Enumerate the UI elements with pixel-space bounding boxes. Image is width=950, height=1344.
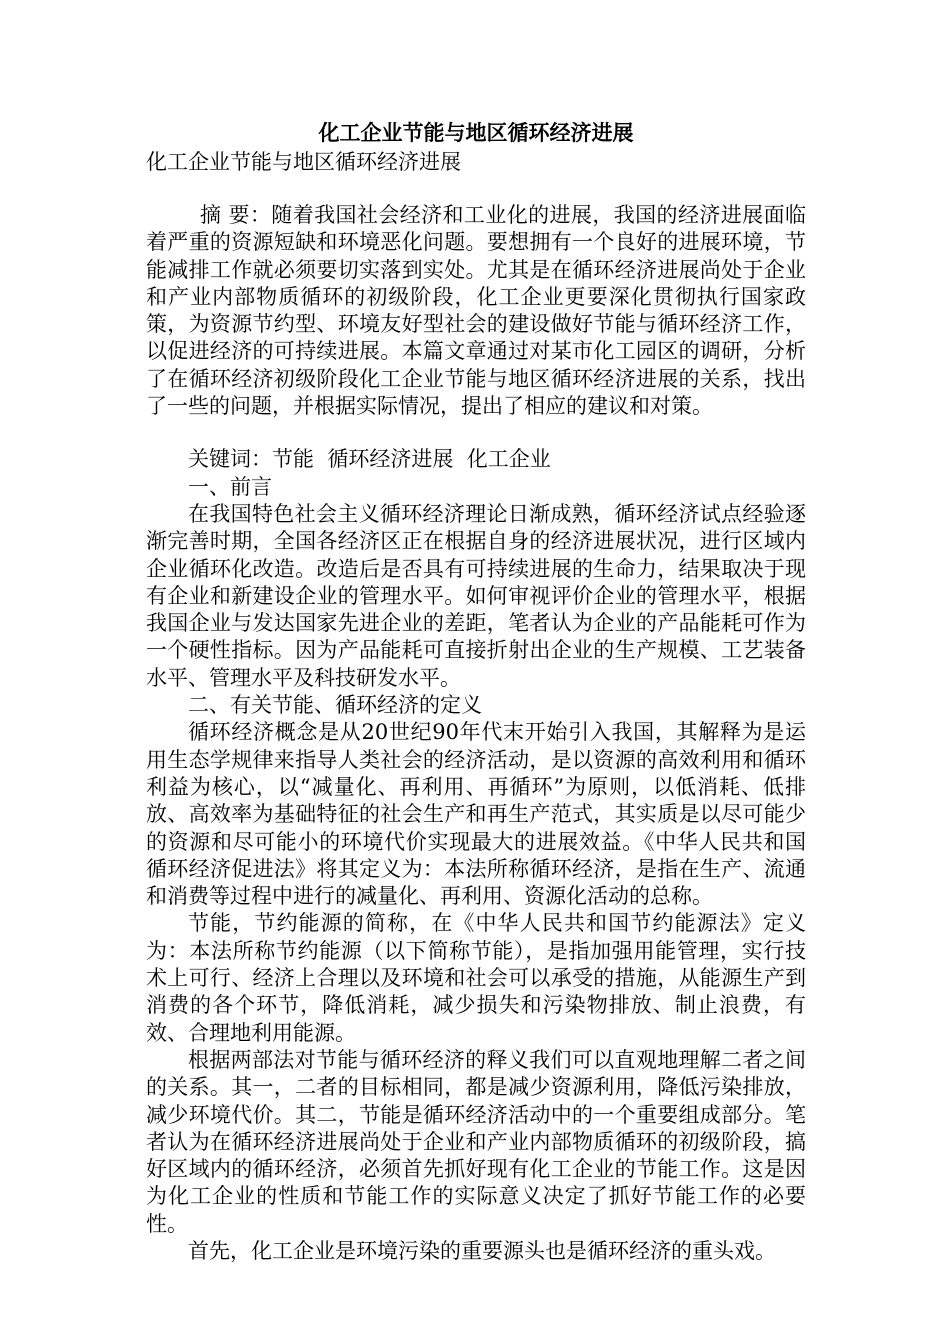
document-title: 化工企业节能与地区循环经济进展 [318,120,634,145]
spacer [146,420,806,446]
document-page [146,118,806,1265]
document-subtitle: 化工企业节能与地区循环经济进展 [146,150,461,174]
section-heading-definitions: 二、有关节能、循环经济的定义 [188,693,482,718]
body-paragraph: 根据两部法对节能与循环经济的释义我们可以直观地理解二者之间的关系。其一，二者的目标相同，都是减少资源利用，降低污染排放，减少环境代价。其二，节能是循环经济活动中的一个重要组成部分。笔者认为在循环经济进展尚处于企业和产业内部物质循环的初级阶段，搞好区域内的循环经济，必须首先抓好现有化工企业的节能工作。这是因为化工企业的性质和节能工作的实际意义决定了抓好节能工作的必要性。 [146,1047,806,1236]
body-paragraph: 首先，化工企业是环境污染的重要源头也是循环经济的重头戏。 [188,1238,776,1263]
body-paragraph: 循环经济概念是从20世纪90年代末开始引入我国，其解释为是运用生态学规律来指导人类社会的经济活动，是以资源的高效利用和循环利益为核心，以“减量化、再利用、再循环”为原则，以低消耗、低排放、高效率为基础特征的社会生产和再生产范式，其实质是以尽可能少的资源和尽可能小的环境代价实现最大的进展效益。《中华人民共和国循环经济促进法》将其定义为：本法所称循环经济，是指在生产、流通和消费等过程中进行的减量化、再利用、资源化活动的总称。 [146,720,806,909]
keywords-line: 关键词：节能 循环经济进展 化工企业 [188,447,551,472]
body-paragraph: 在我国特色社会主义循环经济理论日渐成熟，循环经济试点经验逐渐完善时期，全国各经济区正在根据自身的经济进展状况，进行区域内企业循环化改造。改造后是否具有可持续进展的生命力，结果取决于现有企业和新建设企业的管理水平。如何审视评价企业的管理水平，根据我国企业与发达国家先进企业的差距，笔者认为企业的产品能耗可作为一个硬性指标。因为产品能耗可直接折射出企业的生产规模、工艺装备水平、管理水平及科技研发水平。 [146,501,806,690]
abstract-paragraph: 摘 要：随着我国社会经济和工业化的进展，我国的经济进展面临着严重的资源短缺和环境恶化问题。要想拥有一个良好的进展环境，节能减排工作就必须要切实落到实处。尤其是在循环经济进展尚处于企业和产业内部物质循环的初级阶段，化工企业更要深化贯彻执行国家政策，为资源节约型、环境友好型社会的建设做好节能与循环经济工作，以促进经济的可持续进展。本篇文章通过对某市化工园区的调研，分析了在循环经济初级阶段化工企业节能与地区循环经济进展的关系，找出了一些的问题，并根据实际情况，提出了相应的建议和对策。 [146,203,806,419]
section-heading-preface: 一、前言 [188,474,272,499]
body-paragraph: 节能，节约能源的简称，在《中华人民共和国节约能源法》定义为：本法所称节约能源（以下简称节能），是指加强用能管理，实行技术上可行、经济上合理以及环境和社会可以承受的措施，从能源生产到消费的各个环节，降低消耗，减少损失和污染物排放、制止浪费，有效、合理地利用能源。 [146,911,806,1045]
spacer [146,176,806,202]
